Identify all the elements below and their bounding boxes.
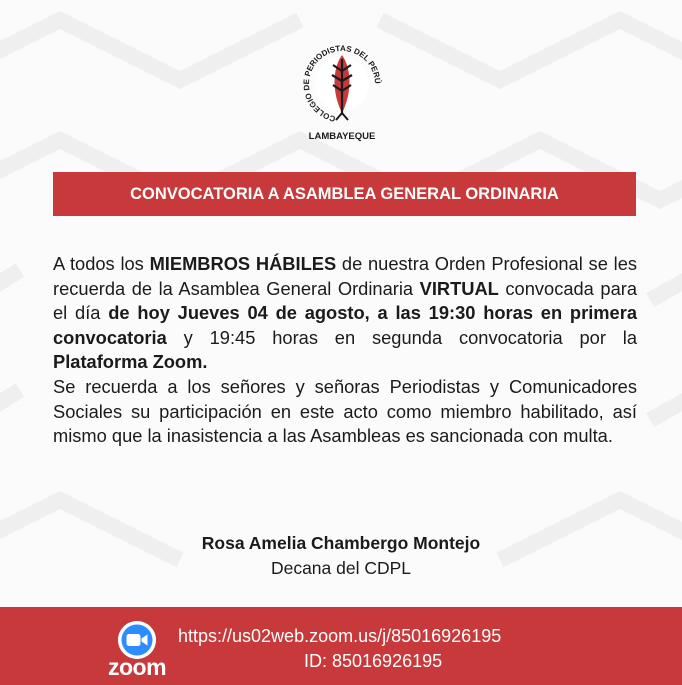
title-banner	[53, 172, 636, 216]
body-text-segment: convocada para el día	[53, 277, 637, 324]
banner-title: CONVOCATORIA A ASAMBLEA GENERAL ORDINARIA	[130, 184, 559, 203]
body-text-segment: A todos los	[53, 253, 150, 274]
announcement-paragraph-1	[53, 252, 637, 375]
announcement-body	[53, 252, 637, 449]
emphasis-text: MIEMBROS HÁBILES	[149, 253, 337, 274]
zoom-meeting-id: ID: 85016926195	[304, 651, 443, 671]
body-text-segment: de nuestra Orden Profesional se les recuerda de la Asamblea General Ordinaria	[53, 253, 637, 299]
zoom-wordmark: zoom	[107, 654, 167, 680]
logo-region: LAMBAYEQUE	[308, 131, 376, 142]
emphasis-text: de hoy Jueves 04 de agosto, a las 19:30 horas en primera convocatoria	[53, 302, 637, 348]
announcement-paragraph-2: Se recuerda a los señores y señoras Periodistas y Comunicadores Sociales su participación en este acto como miembro habilitado, así mismo que la inasistencia a las Asambleas es sancionada con multa.	[53, 375, 637, 447]
logo-ring-text: COLEGIO DE PERIODISTAS DEL PERÚ	[301, 43, 383, 124]
emphasis-text: Plataforma Zoom.	[53, 351, 208, 373]
body-text-segment: y 19:45 horas en segunda convocatoria por la	[166, 326, 637, 348]
cpp-lambayeque-logo	[292, 35, 392, 145]
signatory-name: Rosa Amelia Chambergo Montejo	[201, 533, 481, 553]
zoom-meeting-link[interactable]: https://us02web.zoom.us/j/85016926195	[178, 626, 502, 646]
emphasis-text: VIRTUAL	[419, 277, 499, 299]
signature-block	[0, 530, 682, 580]
signatory-role: Decana del CDPL	[270, 558, 412, 578]
